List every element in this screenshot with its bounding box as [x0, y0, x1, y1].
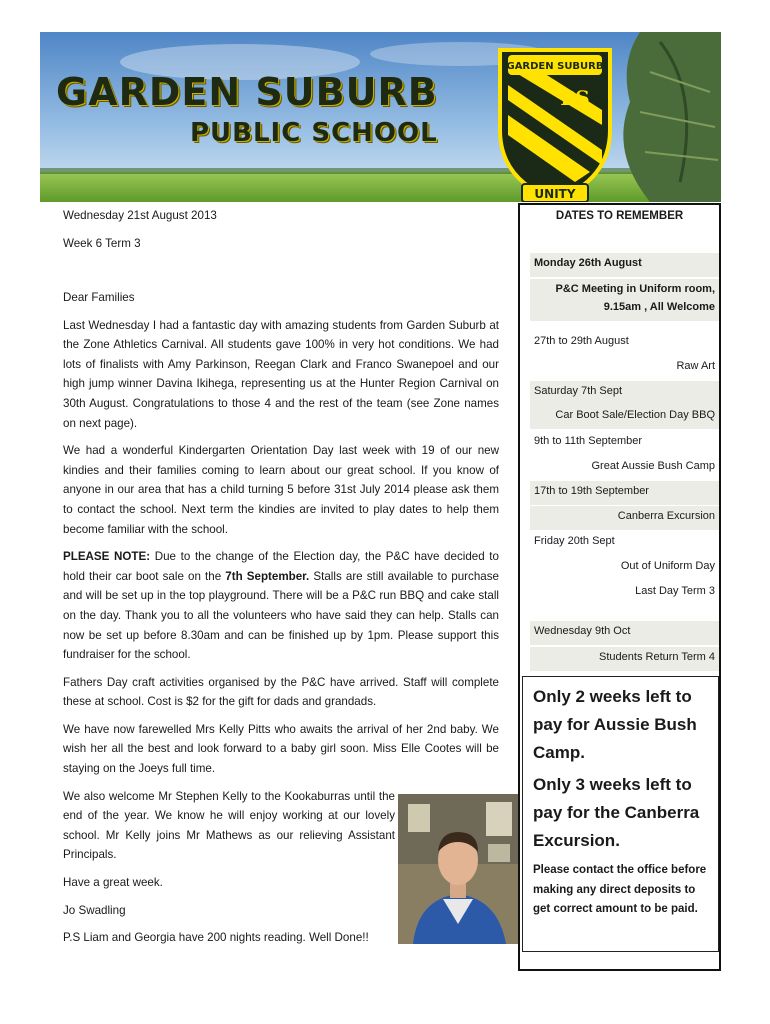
- school-name-line1: GARDEN SUBURB: [56, 70, 438, 114]
- tree-icon: [623, 32, 721, 202]
- crest-motto: UNITY: [534, 187, 576, 201]
- date-event: Last Day Term 3: [635, 585, 715, 597]
- date-event: Raw Art: [676, 360, 715, 372]
- date-event: Great Aussie Bush Camp: [591, 460, 715, 472]
- signature: Jo Swadling: [63, 903, 126, 917]
- banner-scene: [40, 32, 721, 202]
- paragraph-athletics: Last Wednesday I had a fantastic day with amazing students from Garden Suburb at the Zone Athletics Carnival. All students gave 100% in very hot conditions. We had lots of finalists with Amy Parkinson, Reegan Clark and Franco Swanepoel and our high jump winner Davina Ikihega, representing us at the Hunter Region Carnival on 30th August. Congratulations to those 4 and the rest of the team (see Zone names on next page).: [63, 318, 499, 430]
- date-event: 9.15am , All Welcome: [530, 297, 719, 321]
- date-event: P&C Meeting in Uniform room,: [530, 279, 719, 303]
- date-item: 17th to 19th September: [530, 481, 719, 505]
- postscript: P.S Liam and Georgia have 200 nights reading. Well Done!!: [63, 931, 369, 945]
- date-item: Monday 26th August: [530, 253, 719, 277]
- please-note-text-a: Due to the change of the Election day, the P&C have decided to hold their car boot sale on the: [63, 550, 499, 583]
- header-banner: [40, 32, 721, 202]
- school-name-line2: PUBLIC SCHOOL: [190, 118, 438, 148]
- please-note-label: PLEASE NOTE:: [63, 550, 151, 564]
- canberra-notice: Only 3 weeks left to pay for the Canberra Excursion.: [533, 775, 700, 850]
- date-item: 27th to 29th August: [534, 335, 629, 347]
- date-item: Wednesday 9th Oct: [530, 621, 719, 645]
- contact-office-notice: Please contact the office before making any direct deposits to get correct amount to be paid.: [533, 864, 707, 915]
- greeting: Dear Families: [63, 291, 135, 304]
- newsletter-date: Wednesday 21st August 2013: [63, 209, 217, 222]
- please-note-date: 7th September.: [225, 569, 310, 583]
- date-item: Friday 20th Sept: [534, 535, 615, 547]
- crest-top-text: GARDEN SUBURB: [506, 61, 604, 72]
- person-photo-icon: [398, 794, 518, 944]
- please-note-text-b: Stalls are still available to purchase and will be set up in the top playground. There will be a P&C run BBQ and cake stall on the day. Thank you to all the volunteers who have said they can help. Stalls can now be set up before 8.30am and can be finished up by 1pm. Please support this fundraiser for the school.: [63, 569, 499, 662]
- date-item: 9th to 11th September: [534, 435, 643, 447]
- crest-initials: PS: [560, 86, 590, 110]
- paragraph-farewell: We have now farewelled Mrs Kelly Pitts who awaits the arrival of her 2nd baby. We wish her all the best and look forward to a baby girl soon. Miss Elle Cootes will be staying on the Joeys full time.: [63, 722, 499, 776]
- bush-camp-notice: Only 2 weeks left to pay for Aussie Bush Camp.: [533, 687, 697, 762]
- paragraph-welcome: We also welcome Mr Stephen Kelly to the Kookaburras until the end of the year. We know he will enjoy working at our lovely school. Mr Kelly joins Mr Mathews as our relieving Assistant Principals.: [63, 789, 395, 862]
- newsletter-week: Week 6 Term 3: [63, 237, 141, 250]
- payment-notice: [522, 676, 719, 952]
- date-event: Students Return Term 4: [530, 647, 719, 671]
- date-item: Saturday 7th Sept: [530, 381, 719, 405]
- date-event: Car Boot Sale/Election Day BBQ: [530, 405, 719, 429]
- paragraph-please-note: [63, 547, 499, 665]
- dates-heading: DATES TO REMEMBER: [555, 210, 684, 222]
- paragraph-kindergarten: We had a wonderful Kindergarten Orientation Day last week with 19 of our new kindies and their families coming to learn about our great school. If you know of anyone in our area that has a child turning 5 before 31st July 2014 please ask them to contact the school. Next term the kindies are invited to play dates to help them become familiar with the school.: [63, 444, 499, 536]
- paragraph-fathers-day: Fathers Day craft activities organised by the P&C have arrived. Staff will complete these at school. Cost is $2 for the gift for dads and grandads.: [63, 675, 499, 709]
- teacher-photo: [398, 794, 518, 944]
- closing-line: Have a great week.: [63, 876, 163, 890]
- date-event: Canberra Excursion: [530, 506, 719, 530]
- date-event: Out of Uniform Day: [620, 560, 715, 572]
